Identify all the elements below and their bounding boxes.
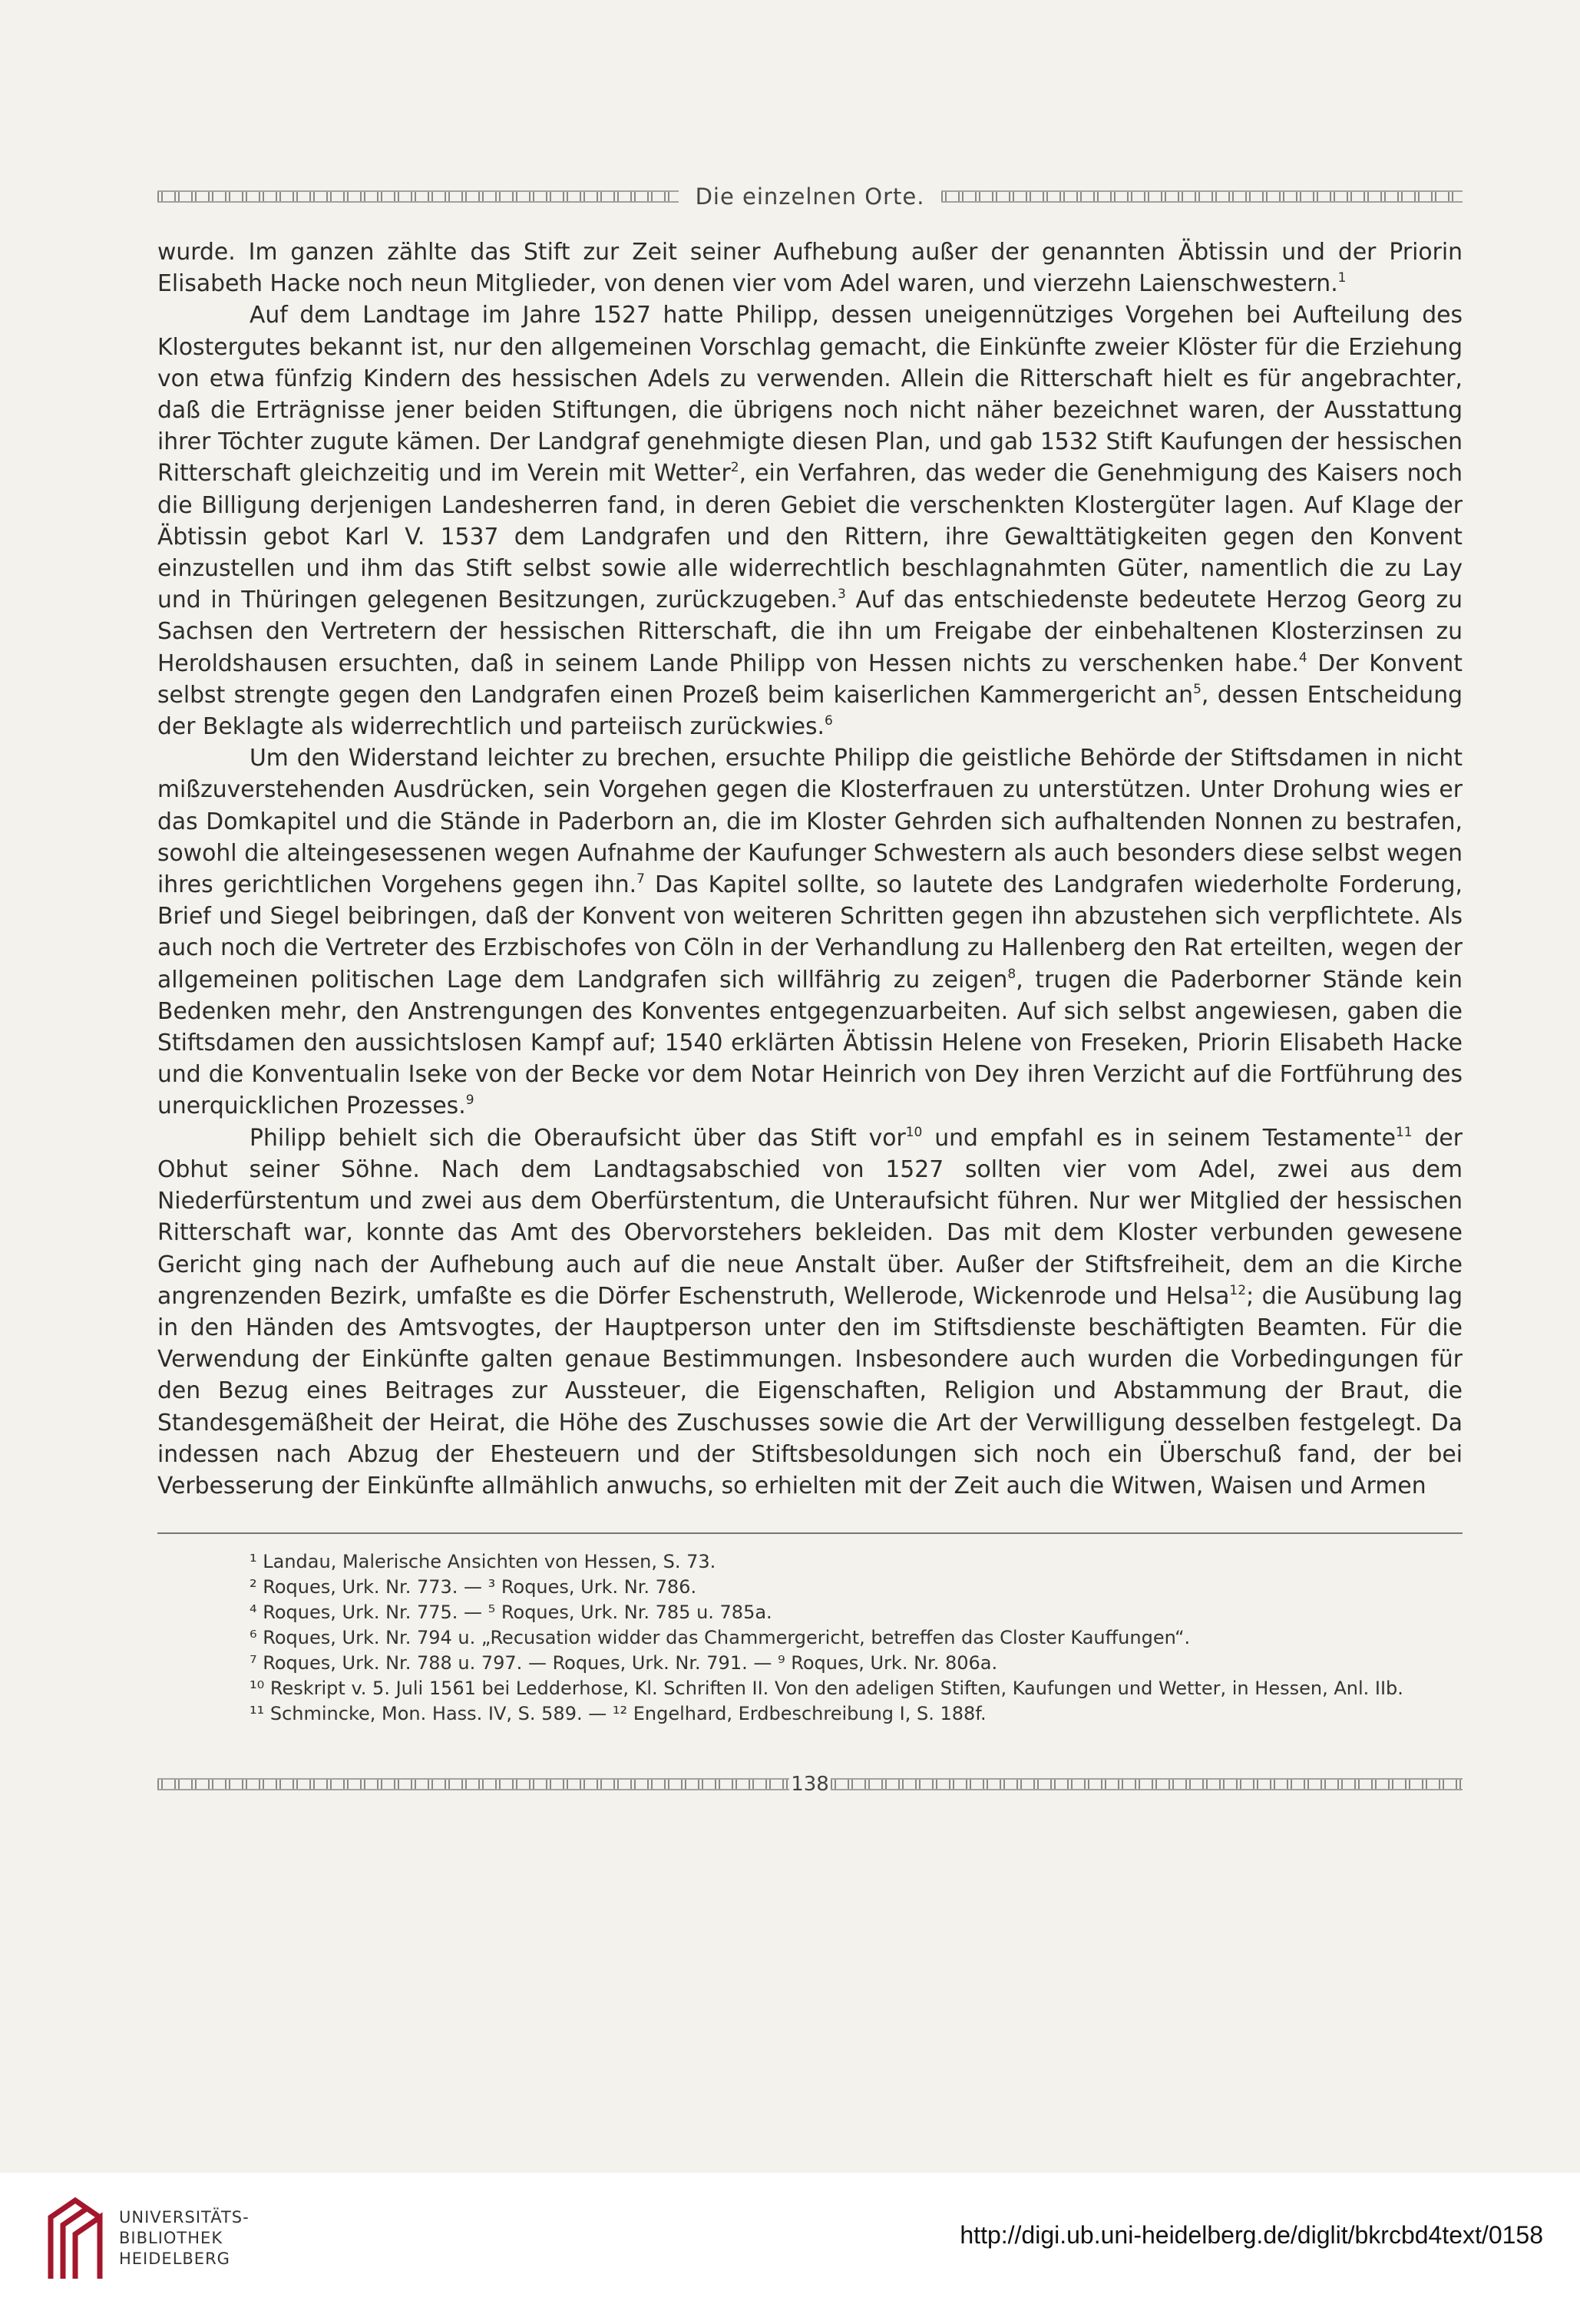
- ornament-right: [941, 190, 1463, 203]
- footnote-ref[interactable]: 1: [1337, 270, 1347, 286]
- footnote-ref[interactable]: 9: [465, 1093, 474, 1109]
- library-name-line: UNIVERSITÄTS-: [119, 2208, 250, 2226]
- footnote-ref[interactable]: 6: [824, 713, 833, 729]
- footnote: ¹⁰ Reskript v. 5. Juli 1561 bei Ledderhose, Kl. Schriften II. Von den adeligen Stiften, Kaufungen und Wetter, in Hessen, Anl. IIb.: [250, 1678, 1403, 1700]
- library-logo-icon[interactable]: [45, 2194, 106, 2286]
- footnote-ref[interactable]: 4: [1298, 650, 1307, 666]
- text-run: und empfahl es in seinem Testamente: [922, 1124, 1396, 1152]
- footnote-ref[interactable]: 12: [1229, 1282, 1247, 1298]
- text-run: ; die Ausübung lag in den Händen des Amtsvogtes, der Hauptperson unter den im Stiftsdienste beschäftigten Beamten. Für die Verwendung der Einkünfte galten genaue Bestimmungen. Insbesondere auch wurden die Vorbedingungen für den Bezug eines Beitrages zur Aussteuer, die Eigenschaften, Religion und Abstammung der Braut, die Standesgemäßheit der Heirat, die Höhe des Zuschusses sowie die Art der Verwilligung desselben festgelegt. Da indessen nach Abzug der Ehesteuern und der Stiftsbesoldungen sich noch ein Überschuß fand, der bei Verbesserung der Einkünfte allmählich anwuchs, so erhielten mit der Zeit auch die Witwen, Waisen und Armen: [157, 1282, 1463, 1499]
- paragraph-1: [157, 236, 1463, 299]
- footnote-ref[interactable]: 2: [730, 460, 739, 476]
- text-run: der Obhut seiner Söhne. Nach dem Landtagsabschied von 1527 sollten vier vom Adel, zwei aus dem Niederfürstentum und zwei aus dem Oberfürstentum, die Unteraufsicht führen. Nur wer Mitglied der hessischen Ritterschaft war, konnte das Amt des Obervorstehers bekleiden. Das mit dem Kloster verbunden gewesene Gericht ging nach der Aufhebung auch auf die neue Anstalt über. Außer der Stiftsfreiheit, dem an die Kirche angrenzenden Bezirk, umfaßte es die Dörfer Eschenstruth, Wellerode, Wickenrode und Helsa: [157, 1124, 1463, 1310]
- footnote-ref[interactable]: 3: [837, 587, 846, 603]
- text-run: wurde. Im ganzen zählte das Stift zur Zeit seiner Aufhebung außer der genannten Äbtissin und der Priorin Elisabeth Hacke noch neun Mitglieder, von denen vier vom Adel waren, und vierzehn Laienschwestern.: [157, 239, 1463, 298]
- footnote: ⁴ Roques, Urk. Nr. 775. — ⁵ Roques, Urk. Nr. 785 u. 785a.: [250, 1602, 772, 1624]
- footnote: ⁶ Roques, Urk. Nr. 794 u. „Recusation widder das Chammergericht, betreffen das Closter Kauffungen“.: [250, 1627, 1191, 1649]
- footnote: ² Roques, Urk. Nr. 773. — ³ Roques, Urk. Nr. 786.: [250, 1576, 697, 1598]
- text-run: , trugen die Paderborner Stände kein Bedenken mehr, den Anstrengungen des Konventes entgegenzuarbeiten. Auf sich selbst angewiesen, gaben die Stiftsdamen den aussichtslosen Kampf auf; 1540 erklärten Äbtissin Helene von Freseken, Priorin Elisabeth Hacke und die Konventualin Iseke von der Becke vor dem Notar Heinrich von Dey ihren Verzicht auf die Fortführung des unerquicklichen Prozesses.: [157, 966, 1463, 1120]
- library-name[interactable]: [119, 2207, 250, 2269]
- source-url-link[interactable]: http://digi.ub.uni-heidelberg.de/diglit/bkrcbd4text/0158: [960, 2221, 1543, 2249]
- paragraph-4: [157, 1122, 1463, 1502]
- library-name-line: BIBLIOTHEK: [119, 2229, 223, 2247]
- text-run: , dessen Entscheidung der Beklagte als widerrechtlich und parteiisch zurückwies.: [157, 681, 1463, 741]
- footnote-separator: [157, 1532, 1463, 1534]
- text-run: Um den Widerstand leichter zu brechen, ersuchte Philipp die geistliche Behörde der Stiftsdamen in nicht mißzuverstehenden Ausdrücken, sein Vorgehen gegen die Klosterfrauen zu unterstützen. Unter Drohung wies er das Domkapitel und die Stände in Paderborn an, die im Kloster Gehrden sich aufhaltenden Nonnen zu bestrafen, sowohl die alteingesessenen wegen Aufnahme der Kaufunger Schwestern als auch besonders diese selbst wegen ihres gerichtlichen Vorgehens gegen ihn.: [157, 745, 1463, 899]
- paragraph-3: [157, 742, 1463, 1122]
- footnote: ¹ Landau, Malerische Ansichten von Hessen, S. 73.: [250, 1551, 716, 1573]
- text-run: Philipp behielt sich die Oberaufsicht über das Stift vor: [250, 1124, 906, 1152]
- library-name-line: HEIDELBERG: [119, 2250, 230, 2268]
- page-number: 138: [791, 1773, 829, 1797]
- footnote-ref[interactable]: 7: [636, 871, 645, 888]
- footnote-ref[interactable]: 8: [1007, 966, 1016, 982]
- ornament-left: [157, 1778, 789, 1790]
- text-run: , ein Verfahren, das weder die Genehmigung des Kaisers noch die Billigung derjenigen Landesherren fand, in deren Gebiet die verschenkten Klostergüter lagen. Auf Klage der Äbtissin gebot Karl V. 1537 dem Landgrafen und den Rittern, ihre Gewalttätigkeiten gegen den Konvent einzustellen und ihm das Stift selbst sowie alle widerrechtlich beschlagnahmten Güter, namentlich die zu Lay und in Thüringen gelegenen Besitzungen, zurückzugeben.: [157, 460, 1463, 614]
- footnotes: [157, 1549, 1463, 1727]
- footnote: ⁷ Roques, Urk. Nr. 788 u. 797. — Roques, Urk. Nr. 791. — ⁹ Roques, Urk. Nr. 806a.: [250, 1652, 998, 1674]
- footnote: ¹¹ Schmincke, Mon. Hass. IV, S. 589. — ¹² Engelhard, Erdbeschreibung I, S. 188f.: [250, 1703, 987, 1725]
- body-text: [157, 236, 1463, 1502]
- ornament-right: [831, 1778, 1463, 1790]
- text-run: Auf das entschiedenste bedeutete Herzog Georg zu Sachsen den Vertretern der hessischen Ritterschaft, die ihn um Freigabe der einbehaltenen Klosterzinsen zu Heroldshausen ersuchten, daß in seinem Lande Philipp von Hessen nichts zu verschenken habe.: [157, 587, 1463, 677]
- footnote-ref[interactable]: 10: [905, 1124, 923, 1140]
- paragraph-2: [157, 299, 1463, 742]
- text-run: Das Kapitel sollte, so lautete des Landgrafen wiederholte Forderung, Brief und Siegel beibringen, daß der Konvent von weiteren Schritten gegen ihn abzustehen sich verpflichtete. Als auch noch die Vertreter des Erzbischofes von Cöln in der Verhandlung zu Hallenberg den Rat erteilten, wegen der allgemeinen politischen Lage dem Landgrafen sich willfährig zu zeigen: [157, 871, 1463, 993]
- ornament-left: [157, 190, 679, 203]
- running-footer: [157, 1769, 1463, 1800]
- text-run: Der Konvent selbst strengte gegen den Landgrafen einen Prozeß beim kaiserlichen Kammergericht an: [157, 650, 1463, 709]
- footnote-ref[interactable]: 11: [1395, 1124, 1413, 1140]
- text-run: Auf dem Landtage im Jahre 1527 hatte Philipp, dessen uneigennütziges Vorgehen bei Aufteilung des Klostergutes bekannt ist, nur den allgemeinen Vorschlag gemacht, die Einkünfte zweier Klöster für die Erziehung von etwa fünfzig Kindern des hessischen Adels zu verwenden. Allein die Ritterschaft hielt es für angebrachter, daß die Erträgnisse jener beiden Stiftungen, die übrigens noch nicht näher bezeichnet waren, der Ausstattung ihrer Töchter zugute kämen. Der Landgraf genehmigte diesen Plan, und gab 1532 Stift Kaufungen der hessischen Ritterschaft gleichzeitig und im Verein mit Wetter: [157, 302, 1463, 488]
- header-title: Die einzelnen Orte.: [695, 183, 925, 210]
- running-header: [157, 178, 1463, 215]
- page-content: [157, 178, 1463, 1800]
- footnote-ref[interactable]: 5: [1193, 681, 1202, 697]
